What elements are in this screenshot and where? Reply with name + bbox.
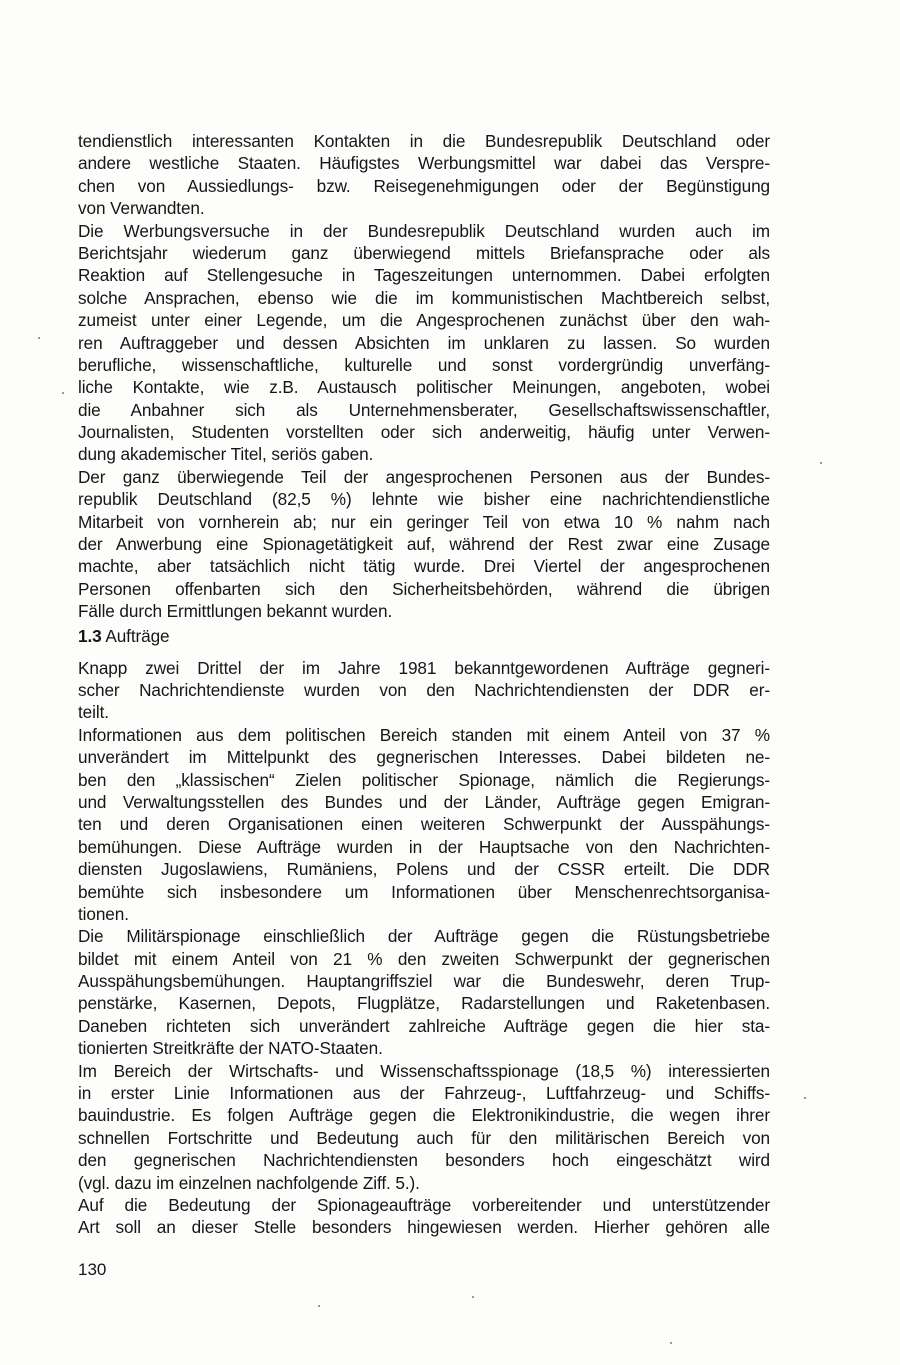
paragraph-1 [78, 130, 770, 220]
text-line: penstärke, Kasernen, Depots, Flugplätze, Radarstellungen und Raketenbasen. [78, 993, 770, 1014]
scan-speck [62, 392, 64, 394]
text-line: Mitarbeit von vornherein ab; nur ein geringer Teil von etwa 10 % nahm nach [78, 511, 770, 532]
section-title: Aufträge [105, 625, 170, 646]
text-line: Fälle durch Ermittlungen bekannt wurden. [78, 601, 393, 622]
text-line: unverändert im Mittelpunkt des gegnerischen Interesses. Dabei bildeten ne- [78, 747, 770, 768]
text-line: solche Ansprachen, ebenso wie die im kommunistischen Machtbereich selbst, [78, 287, 770, 308]
text-line: republik Deutschland (82,5 %) lehnte wie bisher eine nachrichtendienstliche [78, 489, 770, 510]
text-line: in erster Linie Informationen aus der Fahrzeug-, Luftfahrzeug- und Schiffs- [78, 1083, 770, 1104]
text-line: chen von Aussiedlungs- bzw. Reisegenehmigungen oder der Begünstigung [78, 175, 770, 196]
text-line: scher Nachrichtendienste wurden von den Nachrichtendiensten der DDR er- [78, 679, 770, 700]
text-line: ren Auftraggeber und dessen Absichten im unklaren zu lassen. So wurden [78, 332, 770, 353]
text-line: Ausspähungsbemühungen. Hauptangriffsziel war die Bundeswehr, deren Trup- [78, 971, 770, 992]
scan-speck [38, 337, 40, 339]
text-line: tendienstlich interessanten Kontakten in die Bundesrepublik Deutschland oder [78, 131, 770, 151]
section-number: 1.3 [78, 625, 102, 646]
text-line: Art soll an dieser Stelle besonders hingewiesen werden. Hierher gehören alle [78, 1217, 770, 1238]
text-line: Im Bereich der Wirtschafts- und Wissenschaftsspionage (18,5 %) interessierten [78, 1060, 770, 1081]
paragraph-2 [78, 220, 770, 466]
page-number: 130 [78, 1260, 107, 1279]
text-line: Berichtsjahr wiederum ganz überwiegend mittels Briefansprache oder als [78, 242, 770, 263]
paragraph-4 [78, 657, 770, 724]
text-line: Journalisten, Studenten vorstellten oder sich anderweitig, häufig unter Verwen- [78, 422, 770, 443]
scan-speck [472, 1296, 474, 1298]
paragraph-5 [78, 724, 770, 926]
text-line: die Anbahner sich als Unternehmensberater, Gesellschaftswissenschaftler, [78, 399, 770, 420]
text-line: Daneben richteten sich unverändert zahlreiche Aufträge gegen die hier sta- [78, 1015, 770, 1036]
text-line: diensten Jugoslawiens, Rumäniens, Polens und der CSSR erteilt. Die DDR [78, 859, 770, 880]
text-line: der Anwerbung eine Spionagetätigkeit auf, während der Rest zwar eine Zusage [78, 534, 770, 555]
text-line: den gegnerischen Nachrichtendiensten besonders hoch eingeschätzt wird [78, 1150, 770, 1171]
text-line: schnellen Fortschritte und Bedeutung auch für den militärischen Bereich von [78, 1127, 770, 1148]
text-line: liche Kontakte, wie z.B. Austausch politischer Meinungen, angeboten, wobei [78, 377, 770, 398]
text-line: Auf die Bedeutung der Spionageaufträge vorbereitender und unterstützender [78, 1194, 770, 1215]
text-line: teilt. [78, 702, 109, 723]
text-line: bemühungen. Diese Aufträge wurden in der Hauptsache von den Nachrichten- [78, 836, 770, 857]
text-line: bildet mit einem Anteil von 21 % den zweiten Schwerpunkt der gegnerischen [78, 948, 770, 969]
paragraph-8 [78, 1194, 770, 1239]
text-line: Informationen aus dem politischen Bereich standen mit einem Anteil von 37 % [78, 724, 770, 745]
text-line: Personen offenbarten sich den Sicherheitsbehörden, während die übrigen [78, 578, 770, 599]
paragraph-3 [78, 466, 770, 623]
text-line: bauindustrie. Es folgen Aufträge gegen die Elektronikindustrie, die wegen ihrer [78, 1105, 770, 1126]
text-line: Die Werbungsversuche in der Bundesrepublik Deutschland wurden auch im [78, 220, 770, 241]
text-line: von Verwandten. [78, 198, 205, 219]
text-line: und Verwaltungsstellen des Bundes und der Länder, Aufträge gegen Emigran- [78, 791, 770, 812]
text-line: machte, aber tatsächlich nicht tätig wurde. Drei Viertel der angesprochenen [78, 556, 770, 577]
text-line: andere westliche Staaten. Häufigstes Werbungsmittel war dabei das Verspre- [78, 153, 770, 174]
text-line: ben den „klassischen“ Zielen politischer Spionage, nämlich die Regierungs- [78, 769, 770, 790]
text-line: tionierten Streitkräfte der NATO-Staaten. [78, 1038, 383, 1059]
text-line: Der ganz überwiegende Teil der angesprochenen Personen aus der Bundes- [78, 466, 770, 487]
body-text [78, 130, 770, 1239]
text-line: ten und deren Organisationen einen weiteren Schwerpunkt der Ausspähungs- [78, 814, 770, 835]
text-line: berufliche, wissenschaftliche, kulturelle und sonst vordergründig unverfäng- [78, 354, 770, 375]
text-line: dung akademischer Titel, seriös gaben. [78, 444, 374, 465]
section-heading [78, 625, 770, 647]
scan-speck [670, 1342, 672, 1344]
paragraph-6 [78, 925, 770, 1059]
text-line: Die Militärspionage einschließlich der Aufträge gegen die Rüstungsbetriebe [78, 926, 770, 947]
text-line: bemühte sich insbesondere um Informationen über Menschenrechtsorganisa- [78, 881, 770, 902]
text-line: tionen. [78, 903, 129, 924]
text-line: zumeist unter einer Legende, um die Angesprochenen zunächst über den wah- [78, 310, 770, 331]
scan-speck [820, 462, 822, 464]
paragraph-7 [78, 1060, 770, 1194]
text-line: (vgl. dazu im einzelnen nachfolgende Ziff. 5.). [78, 1172, 420, 1193]
scan-speck [804, 1097, 806, 1099]
scan-speck [318, 1305, 320, 1307]
text-line: Knapp zwei Drittel der im Jahre 1981 bekanntgewordenen Aufträge gegneri- [78, 657, 770, 678]
text-line: Reaktion auf Stellengesuche in Tageszeitungen unternommen. Dabei erfolgten [78, 265, 770, 286]
